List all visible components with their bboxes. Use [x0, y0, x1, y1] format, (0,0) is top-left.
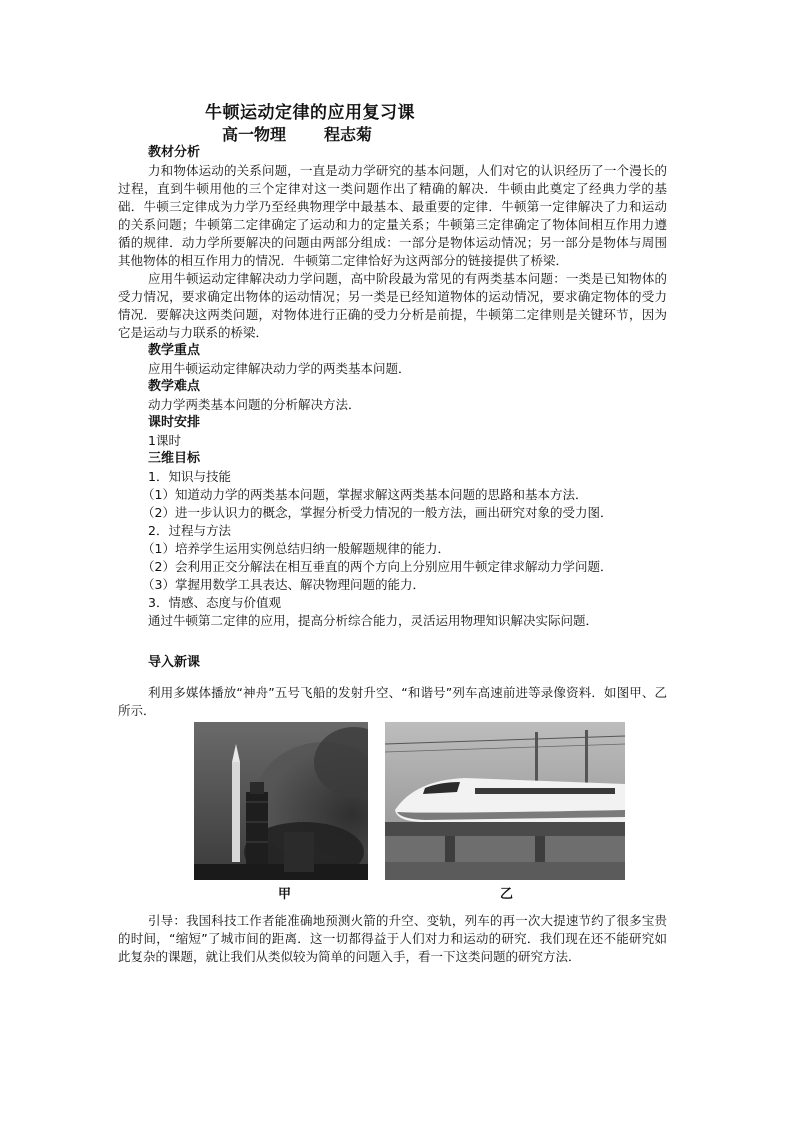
goal3-title: 3．情感、态度与价值观	[148, 595, 281, 610]
goal2-title: 2．过程与方法	[148, 523, 231, 538]
document-body	[118, 144, 667, 966]
figure-caption-left: 甲	[278, 887, 292, 902]
goal1-item-1: （1）知道动力学的两类基本问题，掌握求解这两类基本问题的思路和基本方法．	[142, 487, 588, 502]
grade-label: 高一物理	[222, 125, 287, 144]
analysis-paragraph-2: 应用牛顿运动定律解决动力学问题，高中阶段最为常见的有两类基本问题：一类是已知物体的受力情况，要求确定出物体的运动情况；另一类是已经知道物体的运动情况，要求确定物体的受力情况．要解决这两类问题，对物体进行正确的受力分析是前提，牛顿第二定律则是关键环节，因为它是运动与力联系的桥梁．	[118, 271, 667, 340]
high-speed-train-image	[385, 722, 625, 880]
difficulty-text: 动力学两类基本问题的分析解决方法．	[148, 397, 361, 412]
goal1-title: 1．知识与技能	[148, 469, 231, 484]
focus-heading: 教学重点	[148, 343, 201, 358]
goal2-item-1: （1）培养学生运用实例总结归纳一般解题规律的能力．	[142, 541, 450, 556]
intro-heading: 导入新课	[148, 655, 201, 670]
difficulty-heading: 教学难点	[148, 379, 201, 394]
document-title: 牛顿运动定律的应用复习课	[205, 103, 415, 123]
schedule-heading: 课时安排	[148, 415, 201, 430]
intro-text: 利用多媒体播放“神舟”五号飞船的发射升空、“和谐号”列车高速前进等录像资料．如图甲、乙所示．	[118, 685, 667, 718]
document-subtitle	[222, 122, 372, 145]
goal1-item-2: （2）进一步认识力的概念，掌握分析受力情况的一般方法，画出研究对象的受力图．	[142, 505, 613, 520]
author-name: 程志菊	[324, 125, 373, 144]
focus-text: 应用牛顿运动定律解决动力学的两类基本问题．	[148, 361, 411, 376]
goal3-text: 通过牛顿第二定律的应用，提高分析综合能力，灵活运用物理知识解决实际问题．	[148, 613, 599, 628]
goal2-item-2: （2）会利用正交分解法在相互垂直的两个方向上分别应用牛顿定律求解动力学问题．	[142, 559, 613, 574]
high-speed-train-photo	[385, 722, 625, 880]
guide-paragraph: 引导：我国科技工作者能准确地预测火箭的升空、变轨，列车的再一次大提速节约了很多宝贵的时间，“缩短”了城市间的距离．这一切都得益于人们对力和运动的研究．我们现在还不能研究如此复杂的课题，就让我们从类似较为简单的问题入手，看一下这类问题的研究方法．	[118, 913, 667, 964]
goals-heading: 三维目标	[148, 451, 201, 466]
schedule-text: 1课时	[148, 433, 181, 448]
analysis-paragraph-1: 力和物体运动的关系问题，一直是动力学研究的基本问题，人们对它的认识经历了一个漫长的过程，直到牛顿用他的三个定律对这一类问题作出了精确的解决．牛顿由此奠定了经典力学的基础．牛顿三定律成为力学乃至经典物理学中最基本、最重要的定律．牛顿第一定律解决了力和运动的关系问题；牛顿第二定律确定了运动和力的定量关系；牛顿第三定律确定了物体间相互作用力遵循的规律．动力学所要解决的问题由两部分组成：一部分是物体运动情况；另一部分是物体与周围其他物体的相互作用力的情况．牛顿第二定律恰好为这两部分的链接提供了桥梁．	[118, 163, 667, 268]
goal2-item-3: （3）掌握用数学工具表达、解决物理问题的能力．	[142, 577, 425, 592]
analysis-heading: 教材分析	[148, 145, 201, 160]
figure-group	[118, 722, 667, 912]
rocket-launch-photo	[194, 722, 368, 880]
figure-caption-right: 乙	[500, 887, 514, 902]
rocket-launch-image	[194, 722, 368, 880]
